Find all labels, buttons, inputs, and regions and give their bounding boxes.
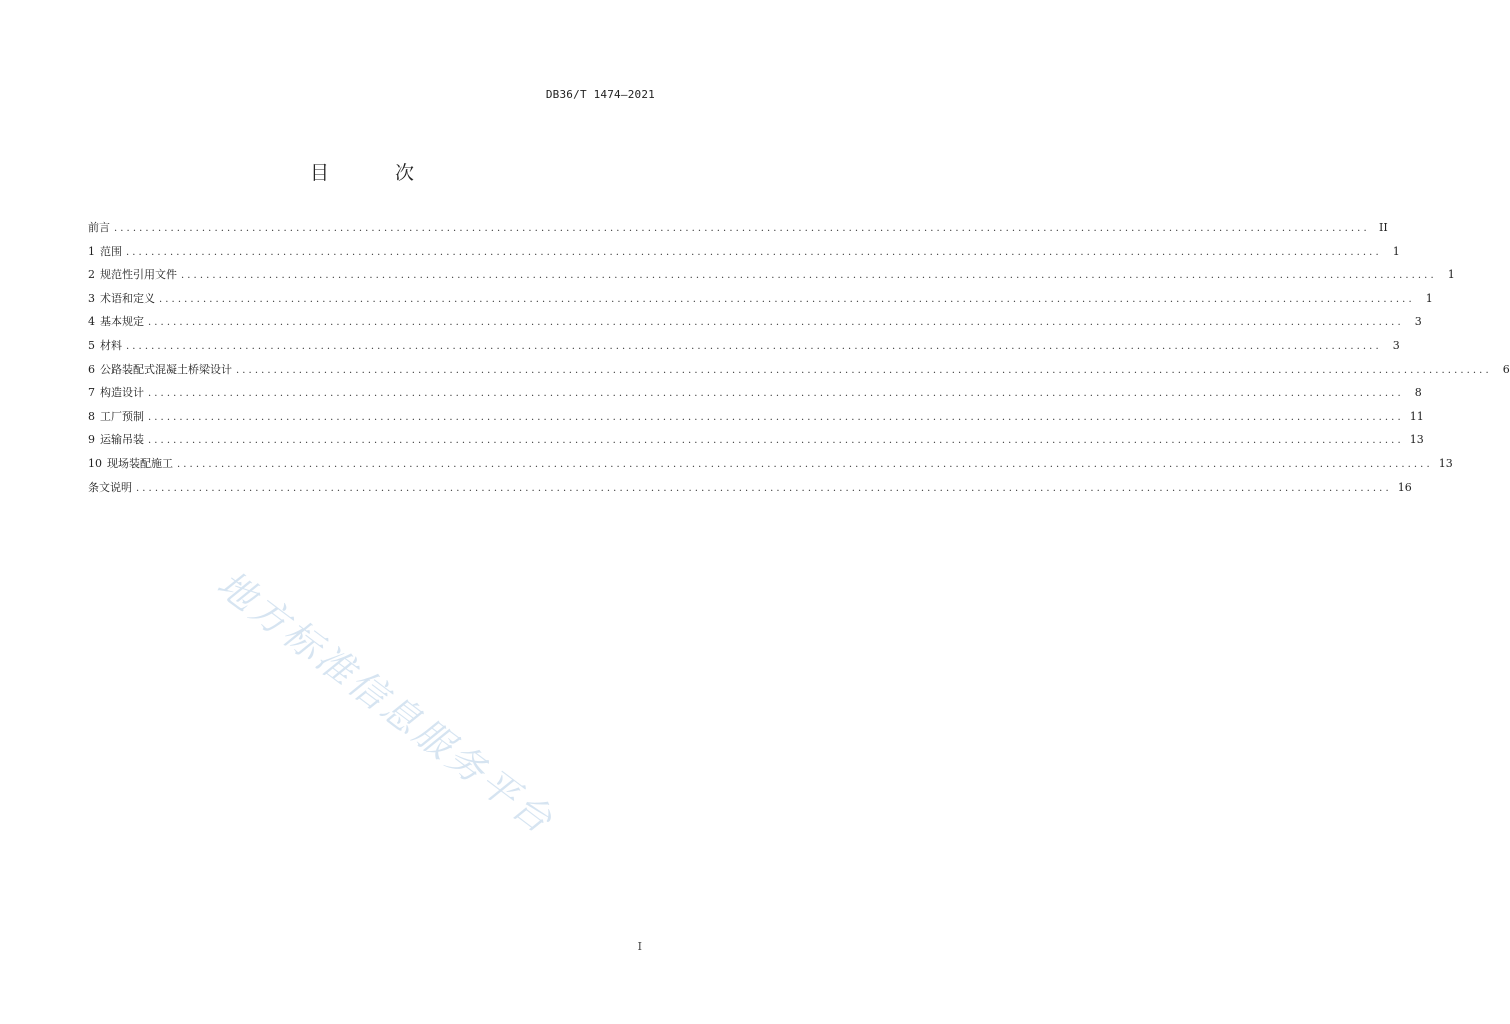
toc-leader-dots: ........................................................................................................................................................................................................ bbox=[181, 270, 1437, 282]
toc-entry[interactable] bbox=[88, 478, 1412, 502]
toc-entry-number: 4 bbox=[88, 315, 95, 329]
toc-entry-page: 13 bbox=[1409, 433, 1424, 447]
toc-entry-label: 8 工厂预制 bbox=[88, 409, 144, 423]
toc-entry[interactable] bbox=[88, 265, 1455, 289]
toc-entry-page: 1 bbox=[1447, 268, 1455, 282]
toc-entry-number: 8 bbox=[88, 409, 95, 423]
toc-entry-label: 7 构造设计 bbox=[88, 386, 144, 400]
watermark: 地方标准信息服务平台 bbox=[209, 562, 563, 844]
toc-entry-number: 10 bbox=[88, 456, 102, 470]
toc-leader-dots: ........................................................................................................................................................................................................ bbox=[148, 388, 1404, 400]
toc-entry-number: 5 bbox=[88, 338, 95, 352]
toc-entry-page: 16 bbox=[1397, 480, 1412, 494]
toc-entry[interactable] bbox=[88, 360, 1510, 384]
toc-leader-dots: ........................................................................................................................................................................................................ bbox=[148, 411, 1404, 423]
toc-leader-dots: ........................................................................................................................................................................................................ bbox=[159, 293, 1415, 305]
toc-entry-page: 11 bbox=[1409, 409, 1424, 423]
toc-leader-dots: ........................................................................................................................................................................................................ bbox=[236, 364, 1492, 376]
toc-entry-page: 3 bbox=[1392, 338, 1400, 352]
toc-entry[interactable] bbox=[88, 407, 1424, 431]
toc-entry[interactable] bbox=[88, 430, 1424, 454]
page-number: I bbox=[637, 940, 642, 953]
toc-leader-dots: ........................................................................................................................................................................................................ bbox=[177, 458, 1433, 470]
toc-entry-label: 4 基本规定 bbox=[88, 315, 144, 329]
toc-entry-page: II bbox=[1379, 221, 1388, 234]
toc-entry-number: 9 bbox=[88, 433, 95, 447]
toc-entry[interactable] bbox=[88, 312, 1422, 336]
toc-entry-label: 6 公路装配式混凝土桥梁设计 bbox=[88, 362, 232, 376]
toc-entry-page: 6 bbox=[1502, 362, 1510, 376]
toc-entry-number: 6 bbox=[88, 362, 95, 376]
document-code: DB36/T 1474—2021 bbox=[545, 88, 655, 101]
toc-entry-page: 13 bbox=[1438, 456, 1453, 470]
toc-entry-page: 1 bbox=[1425, 291, 1433, 305]
toc-entry-label: 3 术语和定义 bbox=[88, 291, 155, 305]
toc-leader-dots: ........................................................................................................................................................................................................ bbox=[126, 246, 1382, 258]
toc-entry-label: 9 运输吊装 bbox=[88, 433, 144, 447]
toc-entry[interactable] bbox=[88, 336, 1400, 360]
toc-entry[interactable] bbox=[88, 383, 1422, 407]
toc-entry-label: 5 材料 bbox=[88, 338, 122, 352]
toc-leader-dots: ........................................................................................................................................................................................................ bbox=[114, 223, 1370, 234]
toc-entry-label: 条文说明 bbox=[88, 480, 132, 494]
toc-entry-label: 10 现场装配施工 bbox=[88, 456, 173, 470]
toc-leader-dots: ........................................................................................................................................................................................................ bbox=[126, 340, 1382, 352]
toc-entry-label: 2 规范性引用文件 bbox=[88, 268, 177, 282]
toc-entry-label: 前言 bbox=[88, 221, 110, 234]
toc-entry[interactable] bbox=[88, 289, 1433, 313]
toc-entry-number: 1 bbox=[88, 244, 95, 258]
toc-entry[interactable] bbox=[88, 242, 1400, 266]
table-of-contents bbox=[88, 218, 1510, 501]
page-title: 目 次 bbox=[309, 162, 445, 184]
toc-entry[interactable] bbox=[88, 454, 1453, 478]
toc-entry[interactable] bbox=[88, 218, 1388, 242]
toc-entry-number: 2 bbox=[88, 268, 95, 282]
toc-entry-page: 8 bbox=[1414, 386, 1422, 400]
toc-entry-number: 3 bbox=[88, 291, 95, 305]
toc-entry-page: 1 bbox=[1392, 244, 1400, 258]
toc-entry-number: 7 bbox=[88, 386, 95, 400]
toc-leader-dots: ........................................................................................................................................................................................................ bbox=[148, 317, 1404, 329]
toc-entry-label: 1 范围 bbox=[88, 244, 122, 258]
toc-entry-page: 3 bbox=[1414, 315, 1422, 329]
toc-leader-dots: ........................................................................................................................................................................................................ bbox=[148, 435, 1404, 447]
toc-leader-dots: ........................................................................................................................................................................................................ bbox=[136, 482, 1392, 494]
